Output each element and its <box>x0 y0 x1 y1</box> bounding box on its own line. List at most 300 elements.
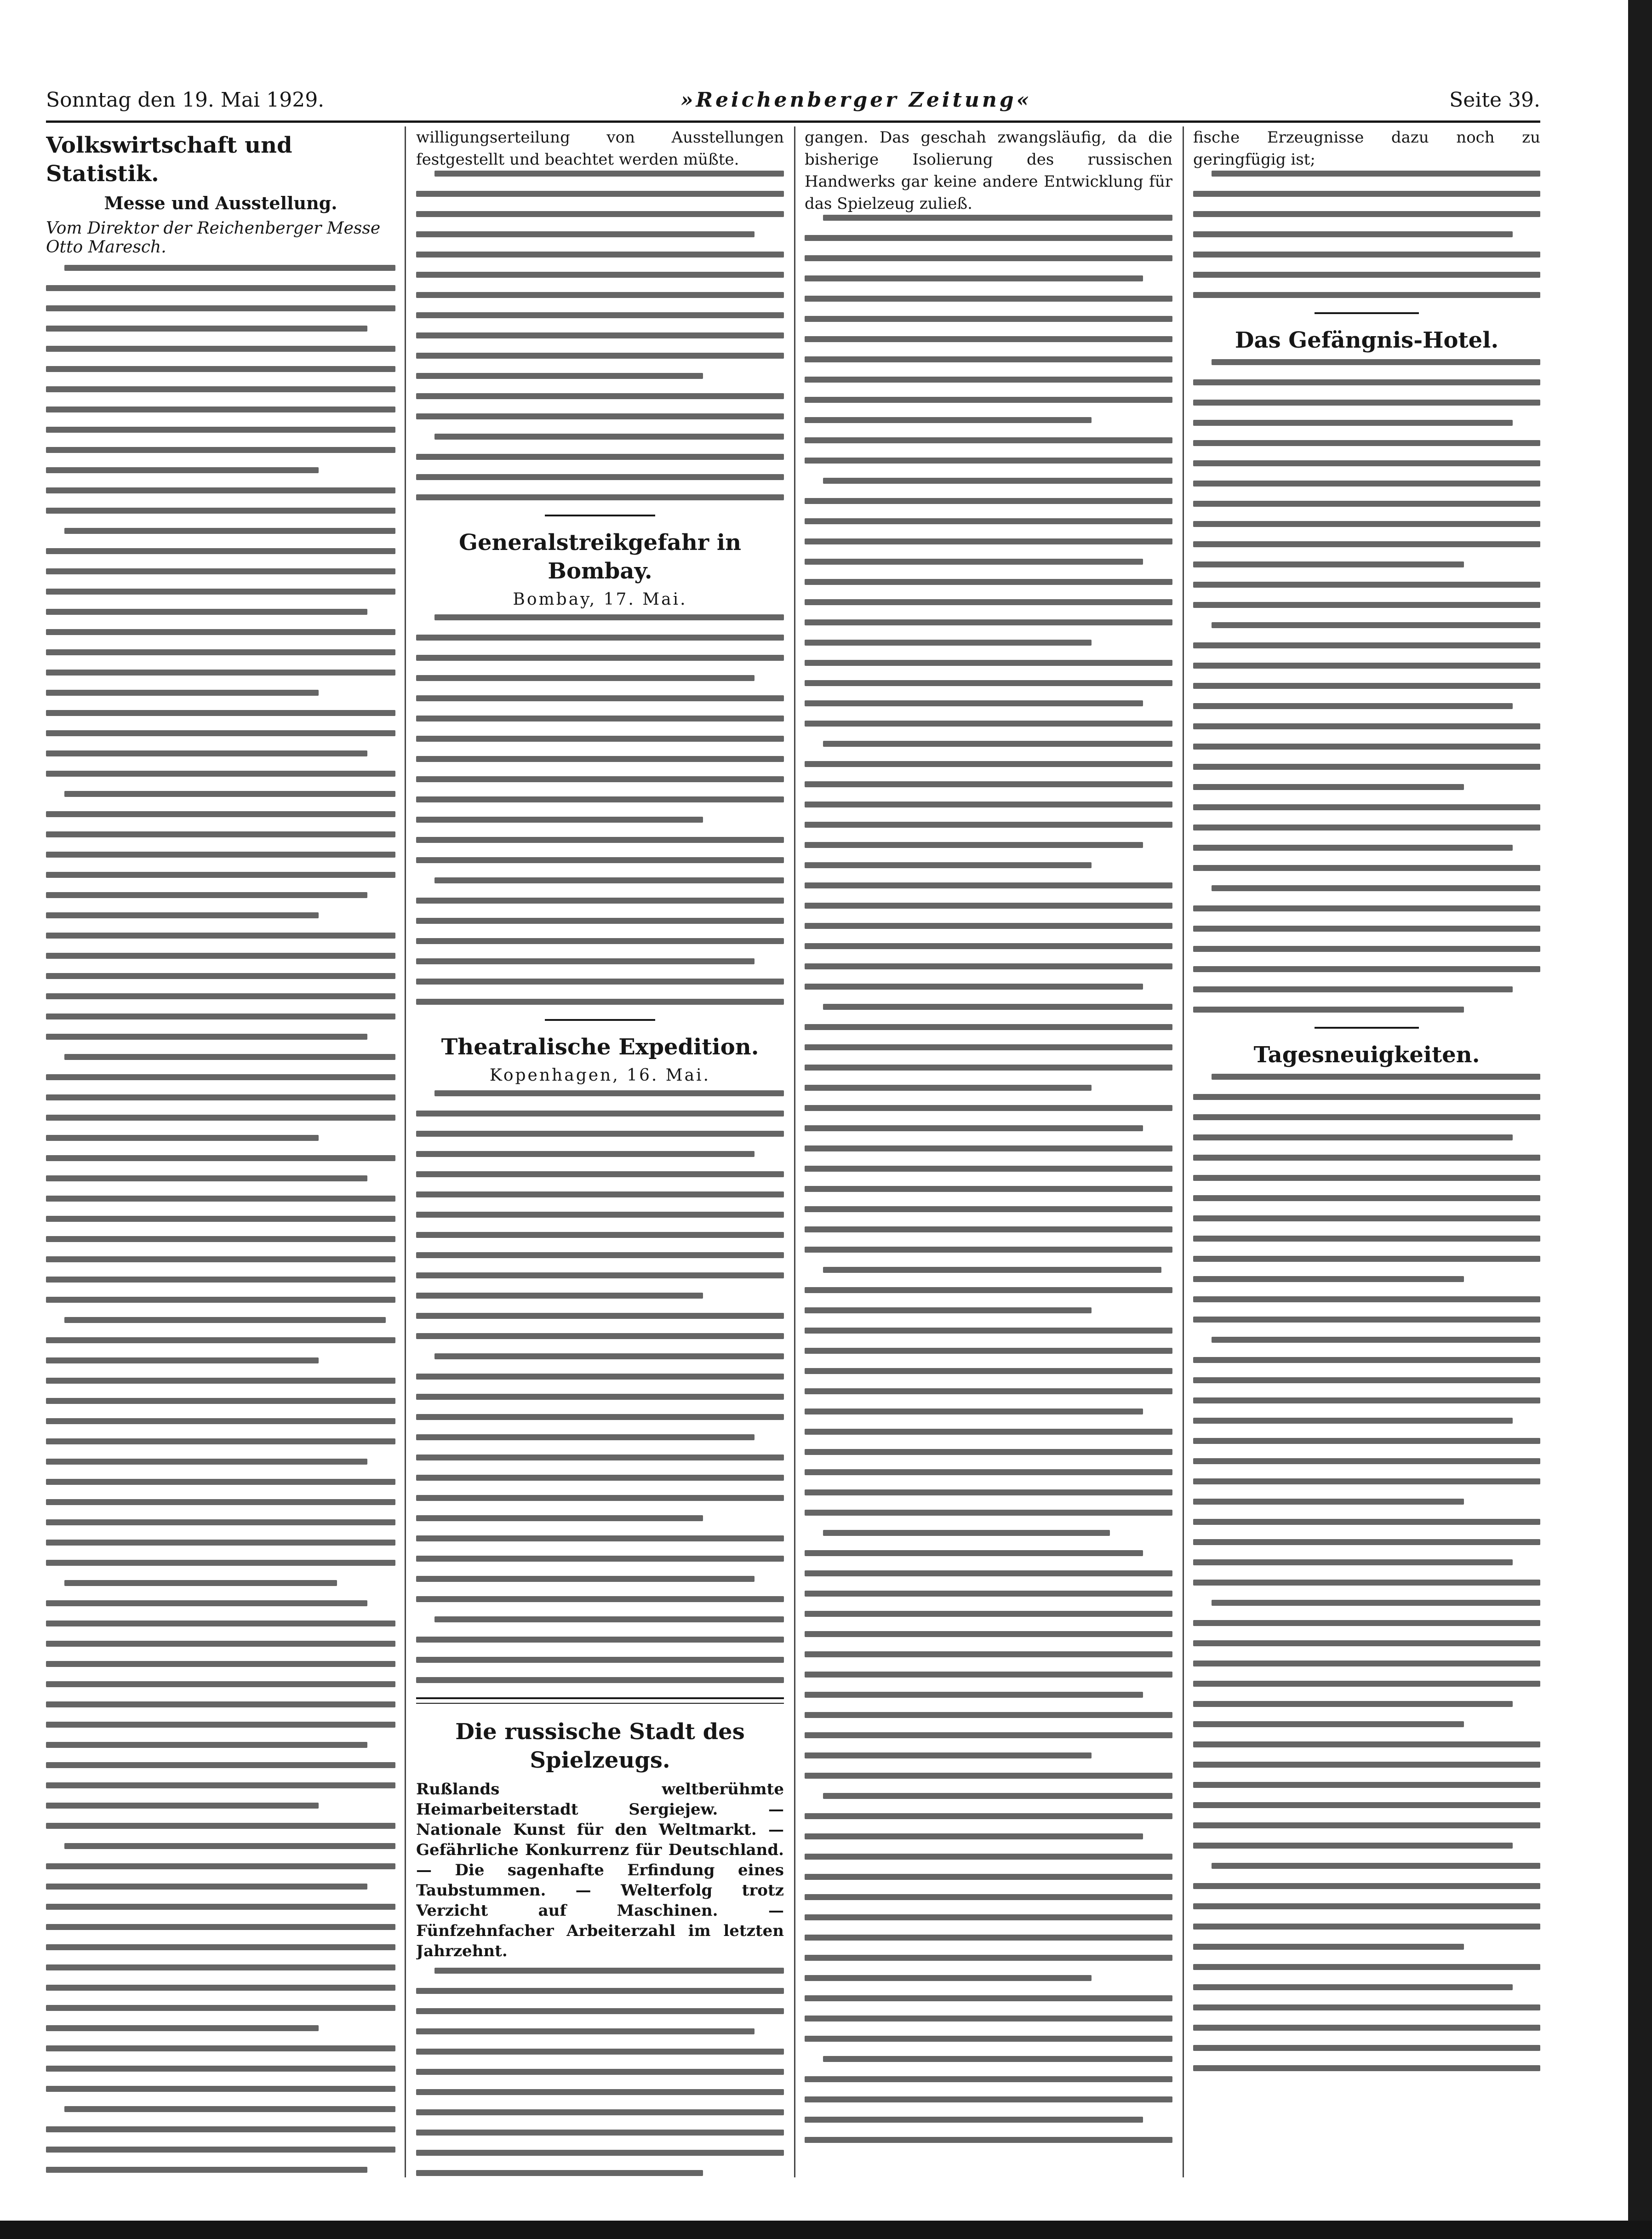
text-line <box>1193 582 1540 588</box>
text-line <box>46 629 395 635</box>
text-line <box>805 1429 1172 1435</box>
text-line <box>416 1596 784 1602</box>
text-line <box>46 2005 395 2011</box>
text-line <box>46 750 367 756</box>
text-line <box>46 346 395 352</box>
text-line <box>805 1935 1172 1941</box>
text-line <box>1193 1519 1540 1525</box>
text-line <box>416 1252 784 1258</box>
text-line <box>46 1540 395 1546</box>
text-line <box>416 1212 784 1218</box>
text-line <box>416 756 784 762</box>
text-line <box>805 1651 1172 1657</box>
text-line <box>46 447 395 453</box>
text-line <box>416 837 784 843</box>
continued-text: fische Erzeugnisse dazu noch zu geringfügig ist; <box>1193 128 1540 169</box>
text-line <box>1193 1944 1464 1950</box>
text-line <box>805 1570 1172 1576</box>
text-line <box>1193 440 1540 446</box>
column-rule <box>794 126 795 2177</box>
text-line <box>805 1065 1172 1071</box>
text-line <box>1193 231 1513 237</box>
text-line <box>46 730 395 736</box>
text-line <box>805 781 1172 787</box>
text-line <box>416 2150 784 2156</box>
text-line <box>805 1247 1172 1253</box>
article-body <box>1193 1074 1540 2071</box>
text-line <box>46 1742 367 1748</box>
text-line <box>1193 1438 1540 1444</box>
text-line <box>416 1637 784 1643</box>
text-line <box>46 326 367 332</box>
text-line <box>1193 1155 1540 1161</box>
text-line <box>416 373 703 379</box>
text-line <box>805 458 1172 464</box>
text-line <box>1193 1499 1464 1505</box>
text-line <box>1193 723 1540 729</box>
text-line <box>1212 885 1540 891</box>
text-line <box>823 478 1172 484</box>
text-line <box>805 1550 1143 1556</box>
text-line <box>416 1677 784 1683</box>
text-line <box>64 1580 337 1586</box>
text-line <box>46 1904 395 1910</box>
text-line <box>46 285 395 291</box>
text-line <box>823 215 1172 221</box>
text-line <box>46 1499 395 1505</box>
text-line <box>1193 379 1540 385</box>
text-line <box>416 474 784 480</box>
column-rule <box>405 126 406 2177</box>
text-line <box>1193 1843 1513 1849</box>
text-line <box>416 272 784 278</box>
text-line <box>416 252 784 258</box>
article-lead: Rußlands weltberühmte Heimarbeiterstadt Sergiejew. — Nationale Kunst für den Weltmarkt. — Gefährliche Konkurrenz für Deutschland. — Die sagenhafte Erfindung eines Taubstummen. — Welterfolg trotz Verzicht auf Maschinen. — Fünfzehnfacher Arbeiterzahl im letzten Jahrzehnt. <box>416 1780 784 1960</box>
text-line <box>46 1418 395 1424</box>
text-line <box>46 2126 395 2132</box>
text-line <box>1193 865 1540 871</box>
text-line <box>64 1317 386 1323</box>
text-line <box>46 852 395 858</box>
text-line <box>416 1475 784 1481</box>
text-line <box>1193 1114 1540 1120</box>
text-line <box>805 599 1172 605</box>
text-line <box>434 1968 784 1974</box>
text-line <box>46 1782 395 1788</box>
article-body <box>46 265 395 2177</box>
header-rule <box>46 120 1540 123</box>
text-line <box>46 1621 395 1626</box>
text-line <box>1193 1377 1540 1383</box>
text-line <box>805 1125 1143 1131</box>
text-line <box>805 963 1172 969</box>
text-line <box>1193 1984 1513 1990</box>
text-line <box>805 923 1172 929</box>
article-body <box>416 1968 784 2177</box>
text-line <box>416 1657 784 1663</box>
text-line <box>805 1388 1172 1394</box>
text-line <box>805 842 1143 848</box>
text-line <box>823 1530 1110 1536</box>
text-line <box>416 1535 784 1541</box>
text-line <box>805 1692 1143 1698</box>
text-line <box>805 1611 1172 1617</box>
text-line <box>805 1752 1092 1758</box>
text-line <box>416 454 784 460</box>
text-line <box>46 1236 395 1242</box>
text-line <box>805 1591 1172 1597</box>
text-line <box>46 2147 395 2153</box>
text-line <box>46 1964 395 1970</box>
text-line <box>1193 272 1540 278</box>
text-line <box>416 292 784 298</box>
text-line <box>1193 966 1540 972</box>
text-line <box>416 979 784 985</box>
text-line <box>46 1357 319 1363</box>
text-line <box>46 892 367 898</box>
text-line <box>46 670 395 676</box>
text-line <box>1193 1802 1540 1808</box>
page-number: Seite 39. <box>1449 88 1540 112</box>
text-line <box>805 2076 1172 2082</box>
text-line <box>1193 1559 1513 1565</box>
text-line <box>64 265 395 271</box>
text-line <box>805 1449 1172 1455</box>
text-line <box>1193 1418 1513 1424</box>
text-line <box>416 413 784 419</box>
text-line <box>1193 602 1540 608</box>
text-line <box>805 1166 1172 1172</box>
text-line <box>1193 420 1513 426</box>
article-title: Tagesneuigkeiten. <box>1253 1042 1480 1068</box>
text-line <box>416 393 784 399</box>
text-line <box>1193 1903 1540 1909</box>
text-line <box>416 1272 784 1278</box>
text-line <box>416 312 784 318</box>
text-line <box>805 397 1172 403</box>
article-body <box>1193 359 1540 1013</box>
section-heading: Volkswirtschaft und Statistik. <box>46 132 292 187</box>
text-line <box>416 494 784 500</box>
divider <box>545 1019 655 1021</box>
text-line <box>46 933 395 939</box>
text-line <box>1193 2045 1540 2051</box>
continued-text: gangen. Das geschah zwangsläufig, da die bisherige Isolierung des russischen Handwerks gar keine andere Entwicklung für das Spielzeug zuließ. <box>805 128 1172 213</box>
text-line <box>46 2066 395 2072</box>
text-line <box>1193 1397 1540 1403</box>
text-line <box>46 1094 395 1100</box>
masthead: »Reichenberger Zeitung« <box>680 88 1032 112</box>
text-line <box>416 898 784 904</box>
text-line <box>1193 292 1540 298</box>
text-line <box>46 1175 367 1181</box>
text-line <box>1212 1863 1540 1869</box>
text-line <box>805 296 1172 302</box>
text-line <box>416 796 784 802</box>
text-line <box>64 1054 395 1060</box>
article-title: Generalstreikgefahr in Bombay. <box>459 530 741 584</box>
text-line <box>46 366 395 372</box>
text-line <box>46 872 395 878</box>
text-line <box>434 1616 784 1622</box>
text-line <box>805 255 1172 261</box>
text-line <box>805 903 1172 909</box>
text-line <box>46 953 395 959</box>
text-line <box>805 1409 1143 1414</box>
text-line <box>805 559 1143 565</box>
text-line <box>805 437 1172 443</box>
text-line <box>416 2008 784 2014</box>
text-line <box>1193 663 1540 669</box>
divider <box>1315 312 1419 314</box>
text-line <box>46 1155 395 1161</box>
text-line <box>416 655 784 661</box>
text-line <box>434 877 784 883</box>
article-title: Die russische Stadt des Spielzeugs. <box>455 1719 745 1773</box>
text-line <box>1193 1539 1540 1545</box>
text-line <box>805 1206 1172 1212</box>
text-line <box>46 589 395 595</box>
divider <box>545 515 655 516</box>
text-line <box>46 1944 395 1950</box>
text-line <box>805 1631 1172 1637</box>
text-line <box>1212 1074 1540 1080</box>
text-line <box>416 211 784 217</box>
text-line <box>46 1277 395 1283</box>
text-line <box>1193 1458 1540 1464</box>
text-line <box>805 1510 1172 1516</box>
text-line <box>805 1914 1172 1920</box>
text-line <box>805 943 1172 949</box>
text-line <box>416 353 784 359</box>
text-line <box>805 1672 1172 1678</box>
text-line <box>416 2170 703 2176</box>
text-line <box>805 1328 1172 1334</box>
text-line <box>1193 501 1540 507</box>
text-line <box>1193 1580 1540 1586</box>
column-2 <box>416 126 784 2177</box>
text-line <box>805 1975 1092 1981</box>
text-line <box>416 2069 784 2075</box>
text-line <box>416 1151 755 1157</box>
page-header <box>46 84 1540 117</box>
text-line <box>1193 1964 1540 1970</box>
text-line <box>1193 1094 1540 1100</box>
text-line <box>46 710 395 716</box>
text-line <box>46 1985 395 1991</box>
text-line <box>805 984 1143 990</box>
text-line <box>1193 1620 1540 1626</box>
text-line <box>823 1267 1161 1273</box>
text-line <box>416 1293 703 1299</box>
text-line <box>46 1701 395 1707</box>
article-body <box>416 1090 784 1683</box>
text-line <box>416 918 784 924</box>
column-1 <box>46 126 395 2177</box>
text-line <box>805 1287 1172 1293</box>
text-line <box>805 336 1172 342</box>
text-line <box>1193 1134 1513 1140</box>
text-line <box>1193 1924 1540 1930</box>
text-line <box>805 619 1172 625</box>
text-line <box>46 771 395 777</box>
text-line <box>805 2117 1143 2123</box>
issue-date: Sonntag den 19. Mai 1929. <box>46 88 325 112</box>
text-line <box>1193 683 1540 689</box>
text-line <box>46 973 395 979</box>
text-line <box>1212 171 1540 177</box>
text-line <box>46 1823 395 1829</box>
text-line <box>805 1226 1172 1232</box>
text-line <box>805 1186 1172 1192</box>
text-line <box>805 862 1092 868</box>
text-line <box>1193 481 1540 487</box>
text-line <box>1193 561 1464 567</box>
text-line <box>416 776 784 782</box>
text-line <box>46 1681 395 1687</box>
text-line <box>1193 1175 1540 1181</box>
text-line <box>434 614 784 620</box>
text-line <box>1193 1661 1540 1666</box>
text-line <box>805 1469 1172 1475</box>
article-dateline: Kopenhagen, 16. Mai. <box>489 1066 711 1085</box>
text-line <box>46 407 395 412</box>
text-line <box>1193 1256 1540 1262</box>
text-line <box>805 1773 1172 1779</box>
text-line <box>1193 986 1513 992</box>
text-line <box>1193 1317 1540 1323</box>
text-line <box>1193 1296 1540 1302</box>
text-line <box>805 802 1172 807</box>
text-line <box>823 2056 1172 2062</box>
text-line <box>416 938 784 944</box>
text-line <box>805 235 1172 241</box>
text-line <box>823 1793 1172 1799</box>
text-line <box>805 356 1172 362</box>
text-line <box>1212 622 1540 628</box>
text-line <box>46 2086 395 2092</box>
text-line <box>1193 703 1513 709</box>
text-line <box>1193 764 1540 770</box>
text-line <box>805 1995 1172 2001</box>
column-rule <box>1183 126 1184 2177</box>
divider <box>416 1697 784 1704</box>
text-line <box>805 417 1092 423</box>
text-line <box>416 2028 755 2034</box>
text-line <box>416 2049 784 2055</box>
text-line <box>46 811 395 817</box>
text-line <box>46 1560 395 1566</box>
text-line <box>805 1894 1172 1900</box>
text-line <box>46 508 395 514</box>
text-line <box>805 1813 1172 1819</box>
text-line <box>805 882 1172 888</box>
text-line <box>1193 1357 1540 1363</box>
text-line <box>46 1115 395 1121</box>
text-line <box>46 305 395 311</box>
continued-text: willigungserteilung von Ausstellungen festgestellt und beachtet werden müßte. <box>416 128 784 169</box>
text-line <box>46 467 319 473</box>
text-line <box>805 2016 1172 2021</box>
text-line <box>46 1398 395 1404</box>
text-line <box>1193 1640 1540 1646</box>
text-line <box>1193 1215 1540 1221</box>
text-line <box>1193 2004 1540 2010</box>
text-line <box>416 958 755 964</box>
text-line <box>46 2167 367 2173</box>
text-line <box>1193 946 1540 952</box>
text-line <box>416 857 784 863</box>
text-line <box>1193 252 1540 258</box>
text-line <box>805 275 1143 281</box>
text-line <box>416 1171 784 1177</box>
text-line <box>1212 1600 1540 1606</box>
text-line <box>46 1378 395 1384</box>
text-line <box>46 1216 395 1222</box>
text-line <box>1193 191 1540 197</box>
text-line <box>434 1090 784 1096</box>
text-line <box>805 1348 1172 1354</box>
text-line <box>805 721 1172 727</box>
column-4 <box>1193 126 1540 2177</box>
text-line <box>1193 1701 1513 1707</box>
text-line <box>46 386 395 392</box>
text-line <box>805 2036 1172 2042</box>
text-line <box>46 993 395 999</box>
text-line <box>46 831 395 837</box>
text-line <box>1193 1195 1540 1201</box>
text-line <box>416 736 784 742</box>
text-line <box>1193 1721 1464 1727</box>
text-line <box>416 716 784 722</box>
text-line <box>805 1044 1172 1050</box>
text-line <box>823 1004 1172 1010</box>
text-line <box>46 568 395 574</box>
text-line <box>416 1988 784 1994</box>
text-line <box>1193 642 1540 648</box>
text-line <box>416 1515 703 1521</box>
text-line <box>416 635 784 641</box>
text-line <box>805 498 1172 504</box>
text-line <box>1193 521 1540 527</box>
text-line <box>1193 460 1540 466</box>
text-line <box>805 2096 1172 2102</box>
text-line <box>416 2109 784 2115</box>
text-line <box>46 1459 367 1465</box>
text-line <box>434 171 784 177</box>
text-line <box>1193 1741 1540 1747</box>
text-line <box>805 1368 1172 1374</box>
text-line <box>46 1014 395 1019</box>
text-line <box>805 2137 1172 2143</box>
text-line <box>805 1024 1172 1030</box>
text-line <box>46 1519 395 1525</box>
text-line <box>46 1135 319 1141</box>
text-line <box>416 1313 784 1319</box>
text-line <box>805 761 1172 767</box>
text-line <box>805 518 1172 524</box>
text-line <box>1212 1337 1540 1343</box>
text-line <box>46 690 319 696</box>
text-line <box>1193 825 1540 830</box>
text-line <box>416 1394 784 1400</box>
text-line <box>416 1434 755 1440</box>
text-line <box>64 528 395 534</box>
text-line <box>46 649 395 655</box>
text-line <box>805 1874 1172 1880</box>
text-line <box>416 1454 784 1460</box>
text-line <box>805 316 1172 322</box>
